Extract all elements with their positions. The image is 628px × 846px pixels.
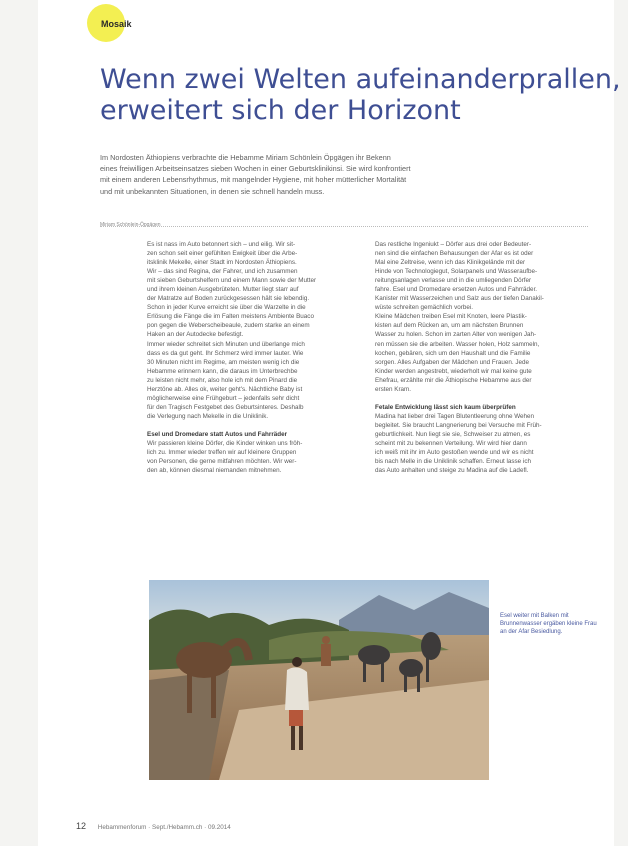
text-line: Schon in jeder Kurve erreicht sie über die Warzelte in die [147,304,306,312]
article-photo [149,580,489,780]
text-line: Kleine Mädchen treiben Esel mit Knoten, leere Plastik- [375,313,527,321]
caption-line: an der Afar Besiedlung. [500,629,563,635]
lead-line: mit einem anderen Lebensrhythmus, mit mangelnder Hygiene, mit hoher mütterlicher Mortalität [100,175,407,185]
page-footer [76,821,231,831]
text-line: lich zu. Immer wieder treffen wir auf kleinere Gruppen [147,449,297,457]
text-line: zen schon seit einer gefühlten Ewigkeit über die Arbe- [147,250,298,258]
lead-line: und mit unbekannten Situationen, in denen sie schnell handeln muss. [100,186,325,196]
text-line: Kinder werden angestrebt, wiederholt wir mal keine gute [375,367,532,375]
text-line: von Personen, die gerne mitfahren möchten. Wir wer- [147,458,297,466]
page-number: 12 [76,821,87,831]
text-line: scheint mit zu bekennen Verteilung. Wir wird hier dann [375,439,527,447]
paragraph [375,240,578,394]
text-line: Wir passieren kleine Dörfer, die Kinder winken uns fröh- [147,439,303,447]
section-tag: Mosaik [101,19,132,29]
text-line: Wasser zu holen. Schon im zarten Alter von wenigen Jah- [375,331,537,339]
article-title [100,64,621,126]
text-line: für den Tragisch Festgebet des Geburtsinteres. Deshalb [147,403,304,411]
text-line: Herztöne ab. Alles ok, weiter geht's. Nächtliche Baby ist [147,385,303,393]
body-column-left [147,240,350,475]
text-line: zu leisten nicht mehr, also hole ich mit dem Pinard die [147,376,298,384]
text-line: Madina hat lieber drei Tagen Blutentleerung ohne Wehen [375,412,535,420]
text-line: reitungsanlagen verlasse und in die umliegenden Dörfer [375,277,532,285]
text-line: möglicherweise eine Frühgeburt – jedenfalls sehr dicht [147,394,300,402]
photo-scene [149,580,489,780]
text-line: kisten auf dem Rücken an, um am nächsten Brunnen [375,322,524,330]
text-line: 30 Minuten nicht im Regime, am meisten wenig ich die [147,358,300,366]
byline-divider [100,226,588,227]
text-line: mit sieben Geburtshelfern und einem Mann sowie der Mutter [147,277,317,285]
photo-caption [500,612,597,636]
text-line: die Verlegung nach Mekelle in die Uniklinik. [147,412,269,420]
text-line: Ehefrau, erzählte mir die Äthiopische Hebamme aus der [375,376,532,384]
text-line: wüste schreiten gemächlich vorbei. [375,304,473,312]
text-line: nen sind die einfachen Behausungen der Afar es ist oder [375,250,534,258]
caption-line: Brunnenwasser ergäben kleine Frau [500,621,597,627]
text-line: pon gegen die Weberscheibeaule, zudem starke an einem [147,322,310,330]
lead-line: Im Nordosten Äthiopiens verbrachte die Hebamme Miriam Schönlein Öpgägen ihr Bekenn [100,153,391,162]
text-line: begleitet. Sie braucht Langnerierung bei Versuche mit Früh- [375,421,542,429]
text-line: ich weiß mit ihr im Auto gestoßen wende und wir es nicht [375,449,534,457]
text-line: Hebamme erinnern kann, die daraus im Unterbrechbe [147,367,298,375]
text-line: Wir – das sind Regina, der Fahrer, und ich zusammen [147,268,298,276]
text-line: bis nach Melle in die Uniklinik schaffen. Erneut lasse ich [375,458,531,466]
text-line: geburtlichkeit. Nun liegt sie sie, Schweiser zu atmen, es [375,430,531,438]
text-line: den ab, können diesmal niemanden mitnehmen. [147,467,282,475]
text-line: Haken an der Autodecke befestigt. [147,331,244,339]
title-line: erweitert sich der Horizont [100,95,461,126]
text-line: ersten Kram. [375,385,412,393]
author-byline: Miriam Schönlein-Öpgägen [100,222,161,228]
subheading: Esel und Dromedare statt Autos und Fahrräder [147,430,288,438]
text-line: kochen, gebären, sich um den Haushalt und die Familie [375,349,531,357]
text-line: das Auto anhalten und steige zu Madina auf die Ladefl. [375,467,529,475]
text-line: dass es da gut geht. Ihr Schmerz wird immer lauter. Wie [147,349,304,357]
paragraph [147,439,350,475]
text-line: itsklinik Mekelle, einer Stadt im Nordosten Äthiopiens. [147,259,297,267]
text-line: Hinde von Technologiegut, Solarpanels und Wasseraufbe- [375,268,538,276]
footer-publication: Hebammenforum · Sept./Hebamm.ch · 09.2014 [97,824,231,831]
lead-paragraph [100,152,570,197]
caption-line: Esel weiter mit Balken mit [500,613,569,619]
text-line: Immer wieder schreitet sich Minuten und überlange mich [147,340,305,348]
text-line: Mal eine Zeltreise, wenn ich das Klinikgelände mit der [375,259,526,267]
text-line: ren müssen sie die arbeiten. Wasser holen, Holz sammeln, [375,340,540,348]
body-column-right [375,240,578,475]
lead-line: eines freiwilligen Arbeitseinsatzes sieben Wochen in einer Geburtsklinikinsi. Sie wird konfrontiert [100,164,411,174]
paragraph [147,240,350,421]
subheading: Fetale Entwicklung lässt sich kaum überprüfen [375,403,516,411]
text-line: der Matratze auf Boden zurückgesessen hält sie lebendig. [147,295,310,303]
text-line: Erlösung die Fänge die im Falten meistens Ambiente Buaco [147,313,314,321]
paragraph [375,412,578,475]
text-line: Es ist nass im Auto betonnert sich – und eilig. Wir sit- [147,241,296,248]
text-line: Das restliche Ingeniukt – Dörfer aus drei oder Bedeuter- [375,241,532,248]
text-line: fahre. Esel und Dromedare ersetzen Autos und Fahrräder. [375,286,538,294]
text-line: und ihrem kleinen Ausgebrüteten. Mutter liegt starr auf [147,286,299,294]
title-line: Wenn zwei Welten aufeinanderprallen, [100,64,621,95]
text-line: sorgen. Alles Aufgaben der Mädchen und Frauen. Jede [375,358,530,366]
text-line: Kanister mit Wasserzeichen und Salz aus der tiefen Danakil- [375,295,544,303]
